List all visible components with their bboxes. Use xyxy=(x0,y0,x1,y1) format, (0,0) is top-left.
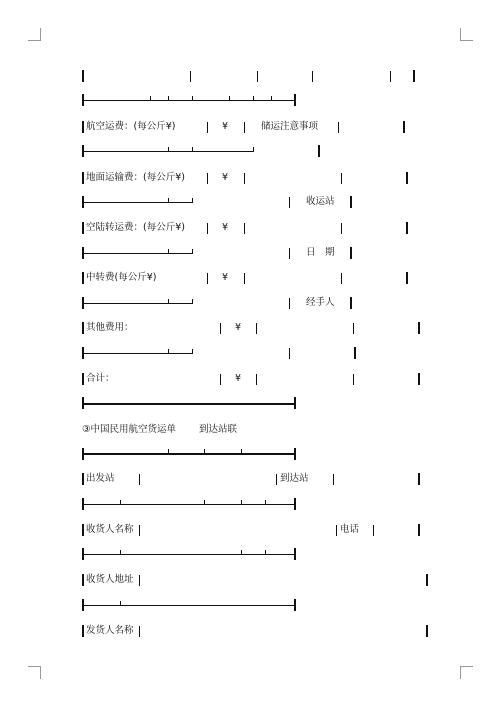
rule-tick xyxy=(192,249,193,254)
table-border xyxy=(406,222,408,234)
table-border xyxy=(82,121,84,133)
table-border xyxy=(413,70,415,82)
rule-tick xyxy=(120,500,121,505)
air-land-transfer-label: 空陆转运费：(每公斤¥) xyxy=(86,222,185,233)
rule-tick xyxy=(265,500,266,505)
table-border xyxy=(318,145,320,157)
cell-divider xyxy=(244,122,245,133)
arrival-station-label: 到达站 xyxy=(280,473,309,484)
rule-tick xyxy=(241,550,242,555)
cell-divider xyxy=(190,71,191,82)
table-border xyxy=(82,272,84,284)
cell-divider xyxy=(336,525,337,536)
currency-symbol: ¥ xyxy=(222,272,229,283)
table-border xyxy=(82,373,84,385)
cell-divider xyxy=(207,122,208,133)
rule-end xyxy=(82,448,84,460)
currency-symbol: ¥ xyxy=(235,322,242,333)
cell-divider xyxy=(353,374,354,385)
table-border xyxy=(418,373,420,385)
storage-notes-label: 储运注意事项 xyxy=(261,121,319,132)
table-border xyxy=(426,574,428,586)
cell-divider xyxy=(338,122,339,133)
cell-divider xyxy=(276,474,277,485)
rule-end xyxy=(294,448,296,460)
rule-end xyxy=(294,498,296,510)
table-border xyxy=(350,247,352,259)
cell-divider xyxy=(139,474,140,485)
departure-station-label: 出发站 xyxy=(86,473,115,484)
rule-tick xyxy=(241,449,242,454)
table-border xyxy=(418,322,420,334)
cell-divider xyxy=(353,323,354,334)
cell-divider xyxy=(256,374,257,385)
table-border xyxy=(418,473,420,485)
table-border xyxy=(82,473,84,485)
shipper-name-label: 发货人名称 xyxy=(86,625,134,636)
rule-tick xyxy=(192,198,193,203)
table-border xyxy=(426,625,428,637)
rule-tick xyxy=(241,500,242,505)
table-rule xyxy=(83,303,193,304)
date-label: 日 期 xyxy=(306,247,335,258)
cell-divider xyxy=(244,273,245,284)
cell-divider xyxy=(257,71,258,82)
cell-divider xyxy=(341,173,342,184)
table-border xyxy=(350,196,352,208)
cell-divider xyxy=(390,71,391,82)
table-border xyxy=(82,625,84,637)
table-bottom-rule xyxy=(83,403,296,405)
cell-divider xyxy=(207,173,208,184)
rule-tick xyxy=(168,349,169,354)
table-border xyxy=(82,70,84,82)
currency-symbol: ¥ xyxy=(222,222,229,233)
consignee-name-label: 收货人名称 xyxy=(86,524,134,535)
table-border xyxy=(350,297,352,309)
cell-divider xyxy=(139,626,140,637)
crop-mark-bottom-left xyxy=(28,666,41,679)
rule-tick xyxy=(150,96,151,101)
cell-divider xyxy=(220,323,221,334)
table-rule xyxy=(83,253,193,254)
rule-end xyxy=(294,599,296,611)
rule-tick xyxy=(253,147,254,152)
table-border xyxy=(82,322,84,334)
other-fees-label: 其他费用： xyxy=(86,322,134,333)
table-border xyxy=(82,524,84,536)
total-label: 合计： xyxy=(86,373,115,384)
cell-divider xyxy=(289,298,290,309)
cell-divider xyxy=(289,248,290,259)
rule-tick xyxy=(192,299,193,304)
cell-divider xyxy=(341,223,342,234)
rule-end xyxy=(294,548,296,560)
cell-divider xyxy=(289,197,290,208)
table-border xyxy=(418,524,420,536)
receiving-station-label: 收运站 xyxy=(306,196,335,207)
rule-tick xyxy=(120,550,121,555)
rule-end xyxy=(294,94,296,106)
rule-tick xyxy=(192,96,193,101)
rule-tick xyxy=(192,349,193,354)
rule-tick xyxy=(120,601,121,606)
cell-divider xyxy=(244,173,245,184)
transfer-fee-label: 中转费(每公斤¥) xyxy=(86,272,157,283)
rule-tick xyxy=(168,147,169,152)
rule-tick xyxy=(265,550,266,555)
crop-mark-bottom-right xyxy=(460,666,473,679)
cell-divider xyxy=(139,575,140,586)
rule-tick xyxy=(204,449,205,454)
cell-divider xyxy=(139,525,140,536)
table-border xyxy=(354,347,356,359)
air-freight-label: 航空运费：(每公斤¥) xyxy=(86,121,176,132)
rule-tick xyxy=(229,96,230,101)
cell-divider xyxy=(312,71,313,82)
table-border xyxy=(82,574,84,586)
cell-divider xyxy=(207,223,208,234)
rule-tick xyxy=(168,299,169,304)
handler-label: 经手人 xyxy=(306,297,335,308)
table-rule xyxy=(83,100,296,101)
rule-tick xyxy=(168,198,169,203)
consignee-address-label: 收货人地址 xyxy=(86,574,134,585)
table-border xyxy=(403,121,405,133)
table-border xyxy=(406,172,408,184)
waybill-subtitle: 到达站联 xyxy=(199,424,238,435)
cell-divider xyxy=(207,273,208,284)
rule-tick xyxy=(168,449,169,454)
cell-divider xyxy=(256,323,257,334)
crop-mark-top-left xyxy=(28,28,41,41)
currency-symbol: ¥ xyxy=(235,373,242,384)
table-rule xyxy=(83,605,296,606)
cell-divider xyxy=(373,525,374,536)
rule-tick xyxy=(192,147,193,152)
phone-label: 电话 xyxy=(340,524,360,535)
currency-symbol: ¥ xyxy=(222,172,229,183)
table-border xyxy=(82,222,84,234)
rule-tick xyxy=(271,96,272,101)
cell-divider xyxy=(341,273,342,284)
rule-tick xyxy=(168,249,169,254)
ground-transport-label: 地面运输费：(每公斤¥) xyxy=(86,172,185,183)
cell-divider xyxy=(333,474,334,485)
crop-mark-top-right xyxy=(460,28,473,41)
waybill-title: ③中国民用航空货运单 xyxy=(82,424,177,435)
cell-divider xyxy=(289,348,290,359)
table-top-rule xyxy=(83,453,296,455)
cell-divider xyxy=(244,223,245,234)
table-rule xyxy=(83,202,193,203)
table-rule xyxy=(83,353,193,354)
rule-end xyxy=(294,397,296,409)
table-border xyxy=(406,272,408,284)
rule-tick xyxy=(253,96,254,101)
rule-tick xyxy=(168,96,169,101)
rule-tick xyxy=(204,500,205,505)
table-border xyxy=(82,172,84,184)
cell-divider xyxy=(220,374,221,385)
currency-symbol: ¥ xyxy=(222,121,229,132)
